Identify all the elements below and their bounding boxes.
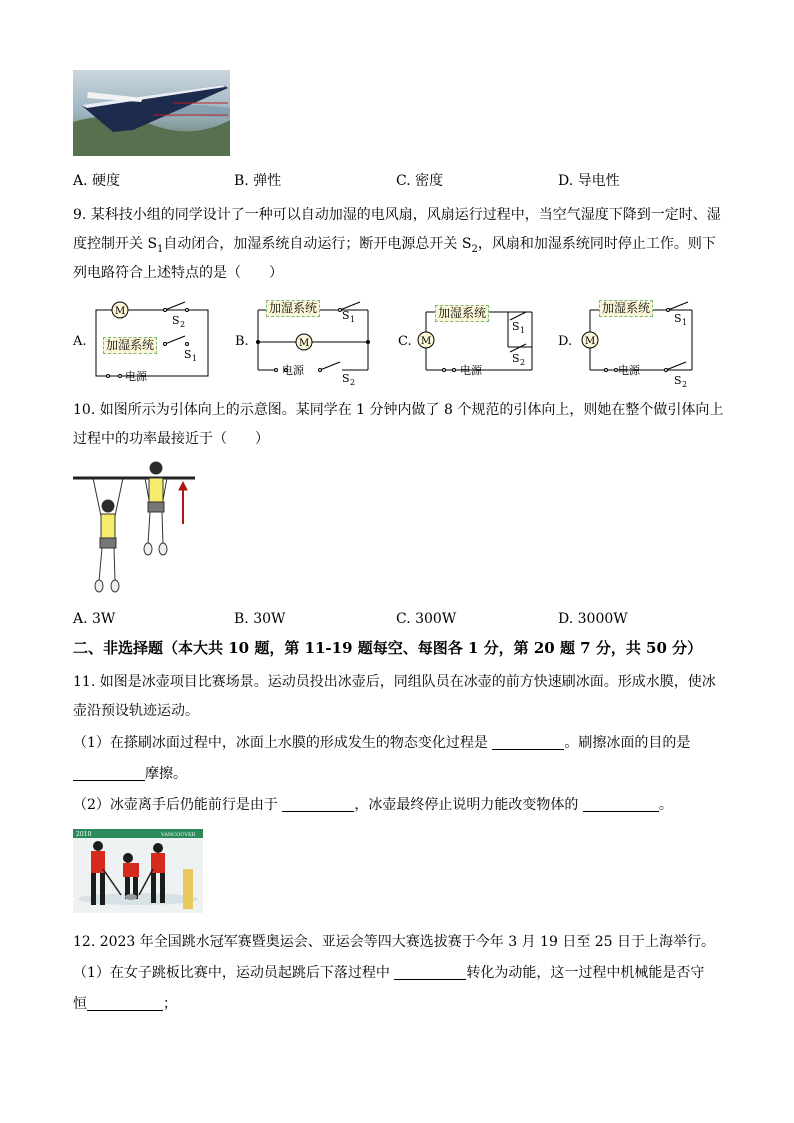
svg-text:M: M [421,336,432,347]
q10-option-a: A. 3W [73,611,116,627]
q8-option-b: B. 弹性 [234,173,282,189]
svg-text:电源: 电源 [282,364,304,377]
answer-blank[interactable] [583,797,659,812]
svg-text:2: 2 [520,358,526,367]
svg-text:C.: C. [398,334,412,349]
answer-blank[interactable] [87,996,163,1011]
q11-part-1-cont: 摩擦。 [73,764,187,784]
svg-text:S: S [512,320,520,333]
svg-text:1: 1 [350,315,356,324]
humidifier-box-d: 加湿系统 [599,300,653,317]
svg-text:2: 2 [682,380,688,387]
svg-text:M: M [299,338,310,349]
svg-text:S: S [674,374,682,387]
svg-text:电源: 电源 [460,364,482,377]
q8-option-a: A. 硬度 [73,173,121,189]
svg-text:D.: D. [558,334,573,349]
curling-photo [73,829,203,913]
q9-line-3: 列电路符合上述特点的是（ ） [73,265,283,281]
circuit-a-label: A. [73,334,87,349]
pull-up-illustration [73,456,198,598]
svg-text:S: S [342,372,350,385]
svg-text:2: 2 [180,320,186,329]
q10-option-b: B. 30W [234,611,286,627]
q10-option-c: C. 300W [396,611,457,627]
q8-option-c: C. 密度 [396,173,444,189]
answer-blank[interactable] [282,797,354,812]
svg-text:1: 1 [682,318,688,327]
q9-line-2: 度控制开关 $S_1$自动闭合，加湿系统自动运行；断开电源总开关 $S_2$，风扇和加湿系统同时停止工作。则下 [73,236,716,255]
svg-text:S: S [342,309,350,322]
svg-text:S: S [512,352,520,365]
section-2-heading: 二、非选择题（本大共 10 题，第 11-19 题每空、每图各 1 分，第 20 题 7 分，共 50 分） [73,639,703,657]
svg-text:电源: 电源 [125,370,147,383]
q12-part-1-cont: 恒 ； [73,996,177,1012]
svg-text:S: S [674,312,682,325]
svg-text:VANCOUVER: VANCOUVER [161,832,196,838]
svg-text:2: 2 [350,378,356,387]
svg-text:S: S [184,348,192,361]
answer-blank[interactable] [73,766,145,781]
svg-text:B.: B. [235,334,249,349]
svg-text:电源: 电源 [618,364,640,377]
q9-line-1: 9. 某科技小组的同学设计了一种可以自动加湿的电风扇，风扇运行过程中，当空气湿度下降到一定时、湿 [73,207,721,223]
humidifier-box-a: 加湿系统 [103,337,157,354]
q10-line-1: 10. 如图所示为引体向上的示意图。某同学在 1 分钟内做了 8 个规范的引体向上，则她在整个做引体向上 [73,402,724,418]
svg-text:S: S [172,314,180,327]
humidifier-box-c: 加湿系统 [435,305,489,322]
q8-option-d: D. 导电性 [558,173,620,189]
svg-text:2010: 2010 [76,831,92,838]
q11-line-1: 11. 如图是冰壶项目比赛场景。运动员投出冰壶后，同组队员在冰壶的前方快速刷冰面。形成水膜，使冰 [73,674,716,690]
answer-blank[interactable] [492,735,564,750]
q12-part-1: （1）在女子跳板比赛中，运动员起跳后下落过程中 转化为动能，这一过程中机械能是否守 [73,965,705,981]
svg-text:M: M [115,306,126,317]
q11-part-2: （2）冰壶离手后仍能前行是由于 ，冰壶最终停止说明力能改变物体的 。 [73,797,673,813]
svg-text:1: 1 [520,326,526,335]
humidifier-box-b: 加湿系统 [266,300,320,317]
q10-line-2: 过程中的功率最接近于（ ） [73,431,269,447]
svg-text:1: 1 [192,354,198,363]
q12-line-1: 12. 2023 年全国跳水冠军赛暨奥运会、亚运会等四大赛选拔赛于今年 3 月 19 日至 25 日于上海举行。 [73,934,716,950]
q11-part-1: （1）在搽刷冰面过程中，冰面上水膜的形成发生的物态变化过程是 。刷擦冰面的目的是 [73,735,691,751]
svg-text:M: M [585,336,596,347]
q11-line-2: 壶沿预设轨迹运动。 [73,703,199,719]
answer-blank[interactable] [394,965,466,980]
q10-option-d: D. 3000W [558,611,628,627]
solar-plane-photo [73,70,230,156]
